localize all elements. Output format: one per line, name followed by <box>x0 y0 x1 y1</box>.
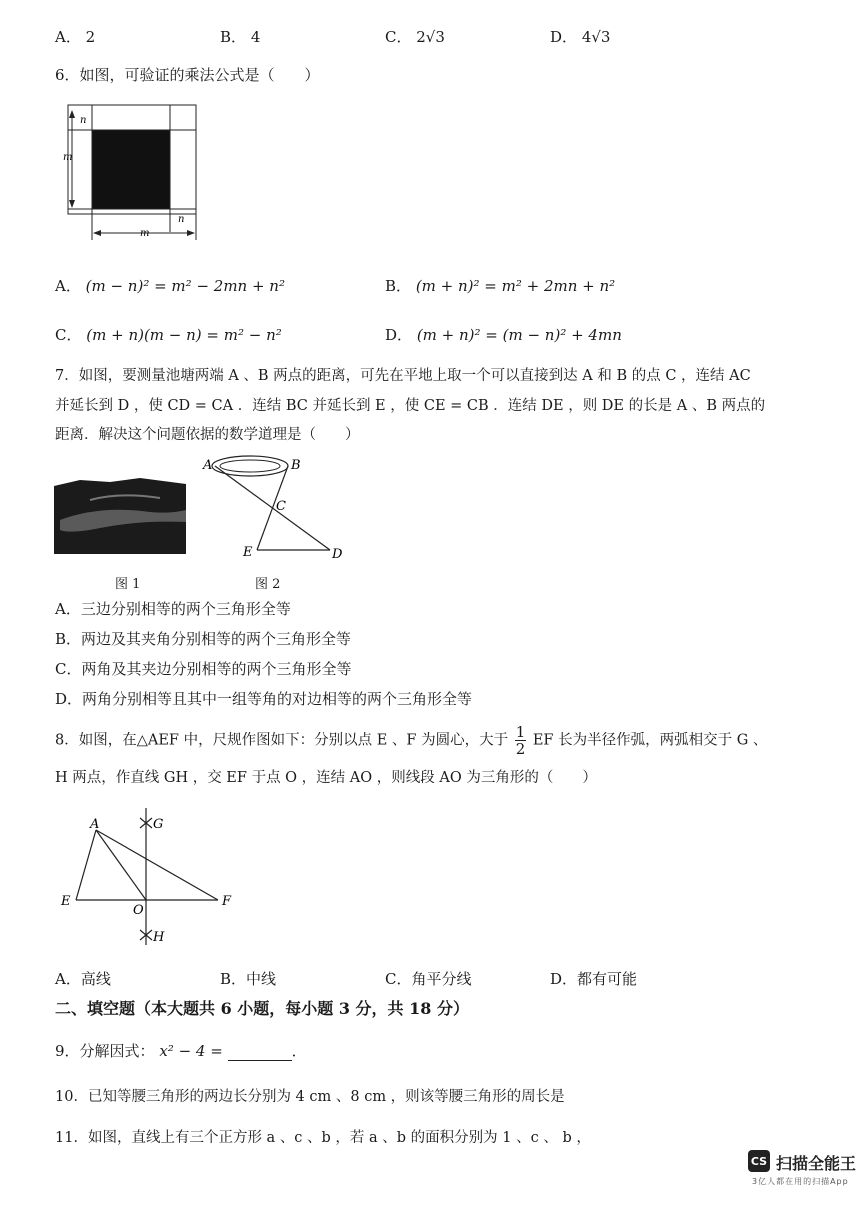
q9-prefix: 9．分解因式： <box>55 1042 155 1060</box>
q9-expression: x² − 4 = <box>159 1042 223 1060</box>
q6-stem: 6．如图，可验证的乘法公式是（ ） <box>55 66 320 84</box>
label-n-right: n <box>178 214 185 225</box>
label-E: E <box>243 545 253 560</box>
q8-option-d <box>550 968 637 989</box>
camscanner-name: 扫描全能王 <box>776 1154 857 1173</box>
option-text: 高线 <box>80 970 111 988</box>
option-text: 角平分线 <box>411 970 472 988</box>
option-label: B． <box>55 630 82 648</box>
q7-line-1: 7．如图，要测量池塘两端 A 、B 两点的距离，可先在平地上取一个可以直接到达 A 和 B 的点 C ，连结 AC <box>55 368 751 384</box>
option-text: 2√3 <box>416 28 445 46</box>
answer-blank[interactable] <box>228 1046 292 1061</box>
label-A: A <box>203 458 213 473</box>
option-formula: (m + n)² = (m − n)² + 4mn <box>416 326 622 344</box>
q8-option-c <box>385 968 472 989</box>
option-text: 两边及其夹角分别相等的两个三角形全等 <box>81 630 352 648</box>
q9 <box>55 1040 307 1061</box>
fraction-denominator: 2 <box>515 740 526 758</box>
q7-caption-fig1: 图 1 <box>115 577 141 592</box>
label-E: E <box>61 894 71 909</box>
label-m-left: m <box>63 152 73 163</box>
q7-caption-fig2: 图 2 <box>255 577 281 592</box>
option-label: A． <box>55 28 81 46</box>
camscanner-tagline: 3亿人都在用的扫描App <box>752 1177 849 1186</box>
label-C: C <box>276 499 286 514</box>
option-text: 4√3 <box>581 28 611 46</box>
option-formula: (m − n)² = m² − 2mn + n² <box>85 277 285 295</box>
option-label: B． <box>220 28 247 46</box>
option-label: A． <box>55 277 81 295</box>
option-label: A． <box>55 970 81 988</box>
q7-line-3: 距离．解决这个问题依据的数学道理是（ ） <box>55 427 360 443</box>
option-label: C． <box>385 970 412 988</box>
q8-option-b <box>220 968 276 989</box>
option-formula: (m + n)² = m² + 2mn + n² <box>415 277 616 295</box>
label-O: O <box>133 903 144 918</box>
label-A: A <box>90 817 100 832</box>
label-F: F <box>222 894 232 909</box>
label-B: B <box>291 458 301 473</box>
option-text: 2 <box>85 28 96 46</box>
fraction-numerator: 1 <box>515 723 526 741</box>
option-text: 中线 <box>246 970 277 988</box>
q8-option-a <box>55 968 111 989</box>
option-label: B． <box>385 277 412 295</box>
label-H: H <box>153 930 165 945</box>
q9-suffix: ． <box>291 1042 307 1060</box>
option-label: B． <box>220 970 247 988</box>
option-text: 两角分别相等且其中一组等角的对边相等的两个三角形全等 <box>82 690 473 708</box>
q8-line-1-a: 8．如图，在△AEF 中，尺规作图如下：分别以点 E 、F 为圆心，大于 <box>55 732 509 749</box>
option-text: 都有可能 <box>577 970 638 988</box>
q10: 10．已知等腰三角形的两边长分别为 4 cm 、8 cm ，则该等腰三角形的周长是 <box>55 1089 565 1105</box>
option-label: C． <box>55 660 82 678</box>
q8-line-2: H 两点，作直线 GH ，交 EF 于点 O ，连结 AO ，则线段 AO 为三角形的（ ） <box>55 770 597 786</box>
label-D: D <box>332 547 343 562</box>
q8-line-1-b: EF 长为半径作弧，两弧相交于 G 、 <box>532 732 768 749</box>
q7-line-2: 并延长到 D ，使 CD = CA ．连结 BC 并延长到 E ，使 CE = CB ．连结 DE ，则 DE 的长是 A 、B 两点的 <box>55 398 766 414</box>
option-label: D． <box>55 690 83 708</box>
option-label: D． <box>385 326 413 344</box>
option-label: C． <box>55 326 82 344</box>
option-text: 4 <box>250 28 261 46</box>
section-heading: 二、填空题（本大题共 6 小题，每小题 3 分，共 18 分） <box>55 999 469 1018</box>
option-formula: (m + n)(m − n) = m² − n² <box>86 326 282 344</box>
label-n-top: n <box>80 115 87 126</box>
option-text: 三边分别相等的两个三角形全等 <box>80 600 291 618</box>
camscanner-logo-icon: CS <box>748 1150 770 1172</box>
label-G: G <box>153 817 164 832</box>
option-text: 两角及其夹边分别相等的两个三角形全等 <box>81 660 352 678</box>
option-label: A． <box>55 600 81 618</box>
option-label: C． <box>385 28 412 46</box>
option-label: D． <box>550 28 578 46</box>
q11: 11．如图，直线上有三个正方形 a 、c 、b ，若 a 、b 的面积分别为 1 、c 、 b ， <box>55 1130 591 1146</box>
label-m-bottom: m <box>140 228 150 239</box>
option-label: D． <box>550 970 578 988</box>
